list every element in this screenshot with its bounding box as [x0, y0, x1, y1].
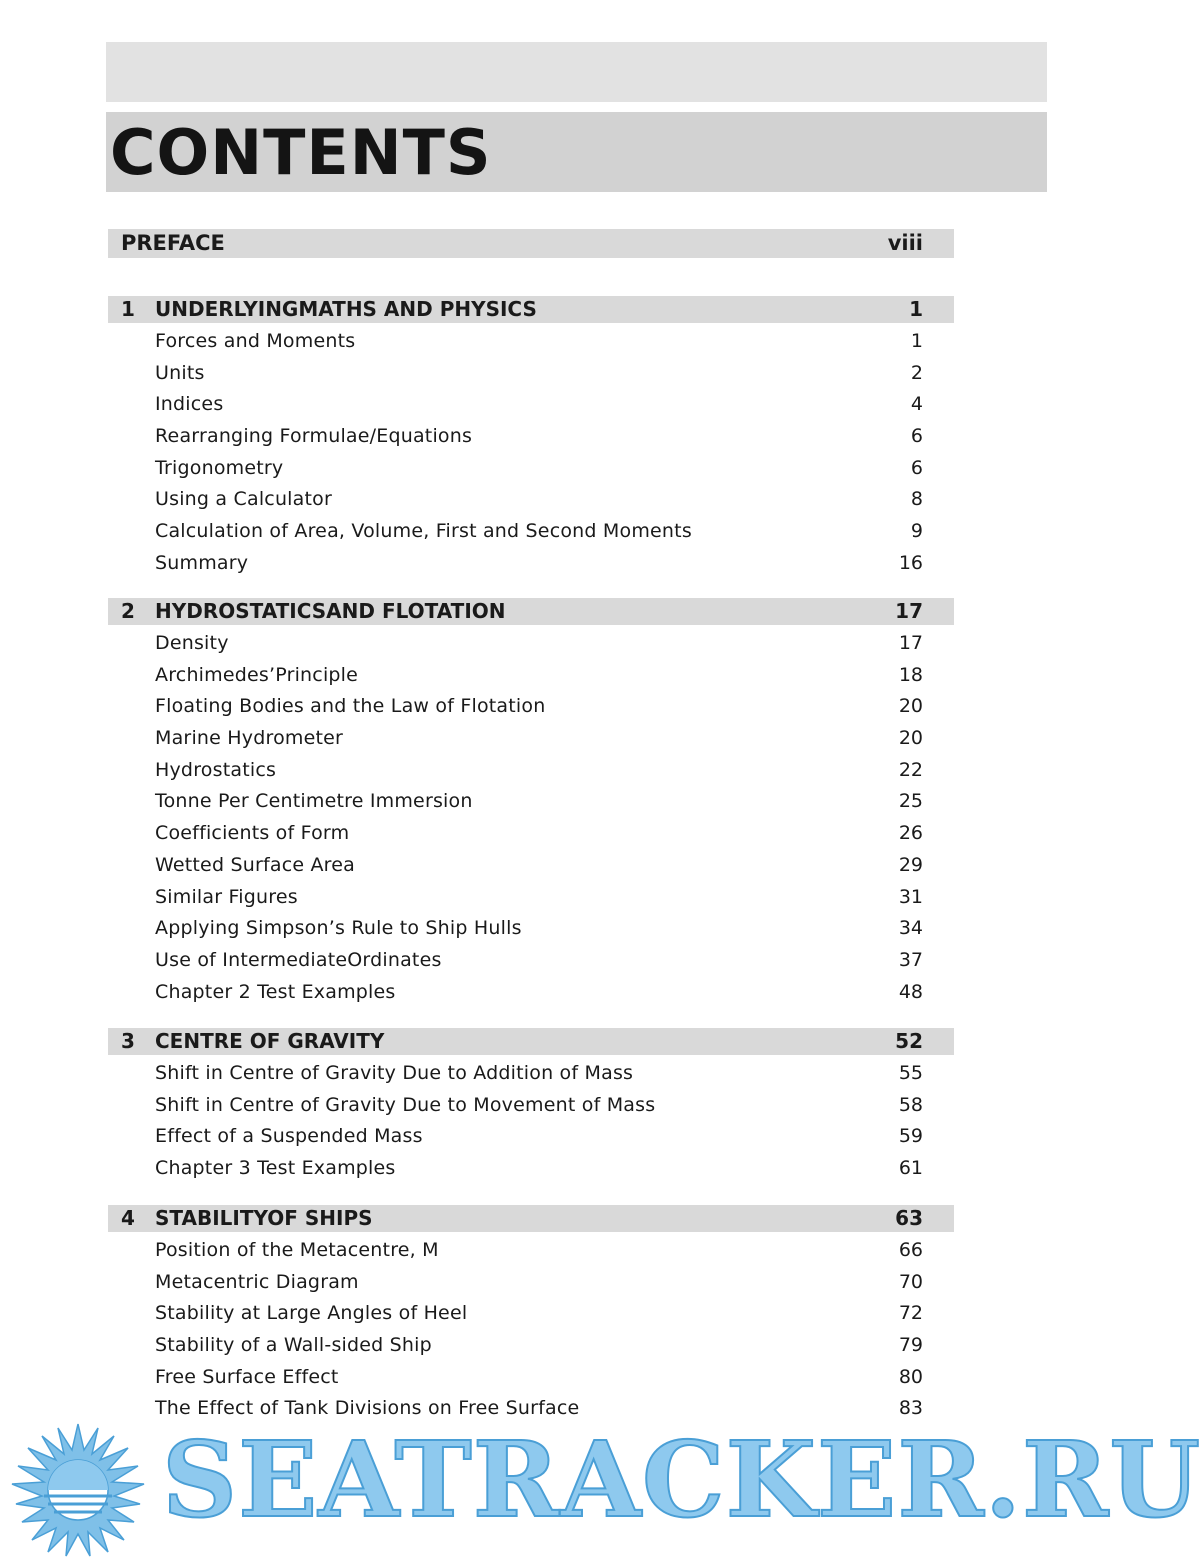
entry-title: Shift in Centre of Gravity Due to Addition of Mass: [155, 1062, 634, 1084]
entry-title: Using a Calculator: [155, 488, 332, 511]
page-title: CONTENTS: [110, 116, 492, 189]
entry-title: Hydrostatics: [155, 758, 277, 781]
toc-entry[interactable]: [108, 755, 954, 787]
chapter-4: [108, 1205, 954, 1425]
toc-entry[interactable]: [108, 453, 954, 485]
entry-page: 18: [898, 663, 923, 686]
entry-page: 22: [898, 758, 923, 781]
entry-title: Indices: [155, 393, 224, 416]
chapter-number: 1: [121, 297, 135, 321]
toc-entry[interactable]: [108, 913, 954, 945]
entry-page: 72: [898, 1302, 923, 1325]
entry-title: Stability at Large Angles of Heel: [155, 1302, 468, 1325]
entry-title: Tonne Per Centimetre Immersion: [155, 790, 473, 813]
entry-page: 66: [898, 1239, 923, 1261]
chapter-1: [108, 296, 954, 580]
entry-title: Applying Simpson’s Rule to Ship Hulls: [155, 917, 522, 940]
chapter-2: [108, 598, 954, 1008]
entry-page: 79: [898, 1334, 923, 1357]
chapter-number: 4: [121, 1206, 135, 1230]
toc-entry[interactable]: [108, 628, 954, 660]
chapter-page: 1: [909, 297, 923, 321]
preface-row[interactable]: [108, 229, 954, 258]
entry-page: 26: [898, 822, 923, 845]
toc-entry[interactable]: [108, 421, 954, 453]
entry-page: 1: [910, 330, 923, 352]
entry-page: 25: [898, 790, 923, 813]
entry-title: Similar Figures: [155, 885, 298, 908]
entry-page: 6: [910, 456, 923, 479]
entry-page: 58: [898, 1093, 923, 1116]
entry-page: 34: [898, 917, 923, 940]
entry-page: 48: [898, 980, 923, 1003]
entry-page: 16: [898, 551, 923, 574]
toc-entry[interactable]: [108, 945, 954, 977]
chapter-page: 52: [895, 1029, 923, 1053]
chapter-title: CENTRE OF GRAVITY: [155, 1029, 385, 1053]
entry-title: Stability of a Wall-sided Ship: [155, 1334, 432, 1357]
entry-title: Effect of a Suspended Mass: [155, 1125, 423, 1148]
chapter-title: UNDERLYINGMATHS AND PHYSICS: [155, 297, 537, 321]
toc-entry[interactable]: [108, 660, 954, 692]
preface-page: viii: [887, 231, 923, 255]
entry-title: Chapter 2 Test Examples: [155, 980, 396, 1003]
entry-title: Density: [155, 632, 229, 654]
chapter-number: 2: [121, 599, 135, 623]
chapter-title: HYDROSTATICSAND FLOTATION: [155, 599, 506, 623]
chapter-heading[interactable]: [108, 1205, 954, 1232]
entry-title: Summary: [155, 551, 249, 574]
entry-title: Forces and Moments: [155, 330, 356, 352]
entry-page: 37: [898, 948, 923, 971]
toc-entry[interactable]: [108, 358, 954, 390]
toc-entry[interactable]: [108, 326, 954, 358]
entry-title: Shift in Centre of Gravity Due to Movement of Mass: [155, 1093, 656, 1116]
entry-page: 61: [898, 1157, 923, 1180]
toc-entry[interactable]: [108, 516, 954, 548]
entry-page: 20: [898, 727, 923, 750]
toc-entry[interactable]: [108, 1153, 954, 1185]
entry-title: Wetted Surface Area: [155, 853, 355, 876]
toc-entry[interactable]: [108, 1330, 954, 1362]
entry-page: 80: [898, 1365, 923, 1388]
entry-title: Free Surface Effect: [155, 1365, 339, 1388]
entry-title: Metacentric Diagram: [155, 1270, 359, 1293]
chapter-3: [108, 1028, 954, 1185]
watermark-text: SEATRACKER.RU: [162, 1418, 1201, 1541]
entry-page: 29: [898, 853, 923, 876]
entry-title: Marine Hydrometer: [155, 727, 344, 750]
entry-title: Rearranging Formulae/Equations: [155, 425, 473, 448]
entry-title: Position of the Metacentre, M: [155, 1239, 439, 1261]
entry-page: 55: [898, 1062, 923, 1084]
toc-entry[interactable]: [108, 691, 954, 723]
entry-page: 59: [898, 1125, 923, 1148]
entry-page: 20: [898, 695, 923, 718]
toc-entry[interactable]: [108, 1362, 954, 1394]
entry-title: The Effect of Tank Divisions on Free Surface: [155, 1397, 580, 1420]
toc-entry[interactable]: [108, 1058, 954, 1090]
entry-page: 31: [898, 885, 923, 908]
chapter-heading[interactable]: [108, 1028, 954, 1055]
entry-title: Chapter 3 Test Examples: [155, 1157, 396, 1180]
entry-title: Archimedes’Principle: [155, 663, 359, 686]
entry-page: 17: [898, 632, 923, 654]
toc-entry[interactable]: [108, 977, 954, 1009]
entry-title: Use of IntermediateOrdinates: [155, 948, 442, 971]
toc-entry[interactable]: [108, 882, 954, 914]
entry-page: 70: [898, 1270, 923, 1293]
toc-entry[interactable]: [108, 786, 954, 818]
toc-entry[interactable]: [108, 484, 954, 516]
entry-page: 83: [898, 1397, 923, 1420]
entry-page: 2: [910, 361, 923, 384]
entry-title: Coefficients of Form: [155, 822, 350, 845]
entry-title: Units: [155, 361, 205, 384]
chapter-heading[interactable]: [108, 598, 954, 625]
toc-entry[interactable]: [108, 1298, 954, 1330]
toc-entry[interactable]: [108, 850, 954, 882]
entry-page: 6: [910, 425, 923, 448]
entry-page: 8: [910, 488, 923, 511]
chapter-title: STABILITYOF SHIPS: [155, 1206, 373, 1230]
toc-entry[interactable]: [108, 548, 954, 580]
chapter-heading[interactable]: [108, 296, 954, 323]
header-band: [106, 42, 1047, 102]
toc-entry[interactable]: [108, 1235, 954, 1267]
entry-title: Trigonometry: [155, 456, 284, 479]
preface-label: PREFACE: [121, 231, 225, 255]
entry-title: Calculation of Area, Volume, First and Second Moments: [155, 520, 692, 543]
chapter-page: 17: [895, 599, 923, 623]
chapter-page: 63: [895, 1206, 923, 1230]
toc-entry[interactable]: [108, 1090, 954, 1122]
entry-page: 4: [910, 393, 923, 416]
entry-title: Floating Bodies and the Law of Flotation: [155, 695, 546, 718]
entry-page: 9: [910, 520, 923, 543]
chapter-number: 3: [121, 1029, 135, 1053]
toc-entry[interactable]: [108, 818, 954, 850]
toc-entry[interactable]: [108, 723, 954, 755]
toc-entry[interactable]: [108, 389, 954, 421]
toc-entry[interactable]: [108, 1121, 954, 1153]
toc-entry[interactable]: [108, 1267, 954, 1299]
